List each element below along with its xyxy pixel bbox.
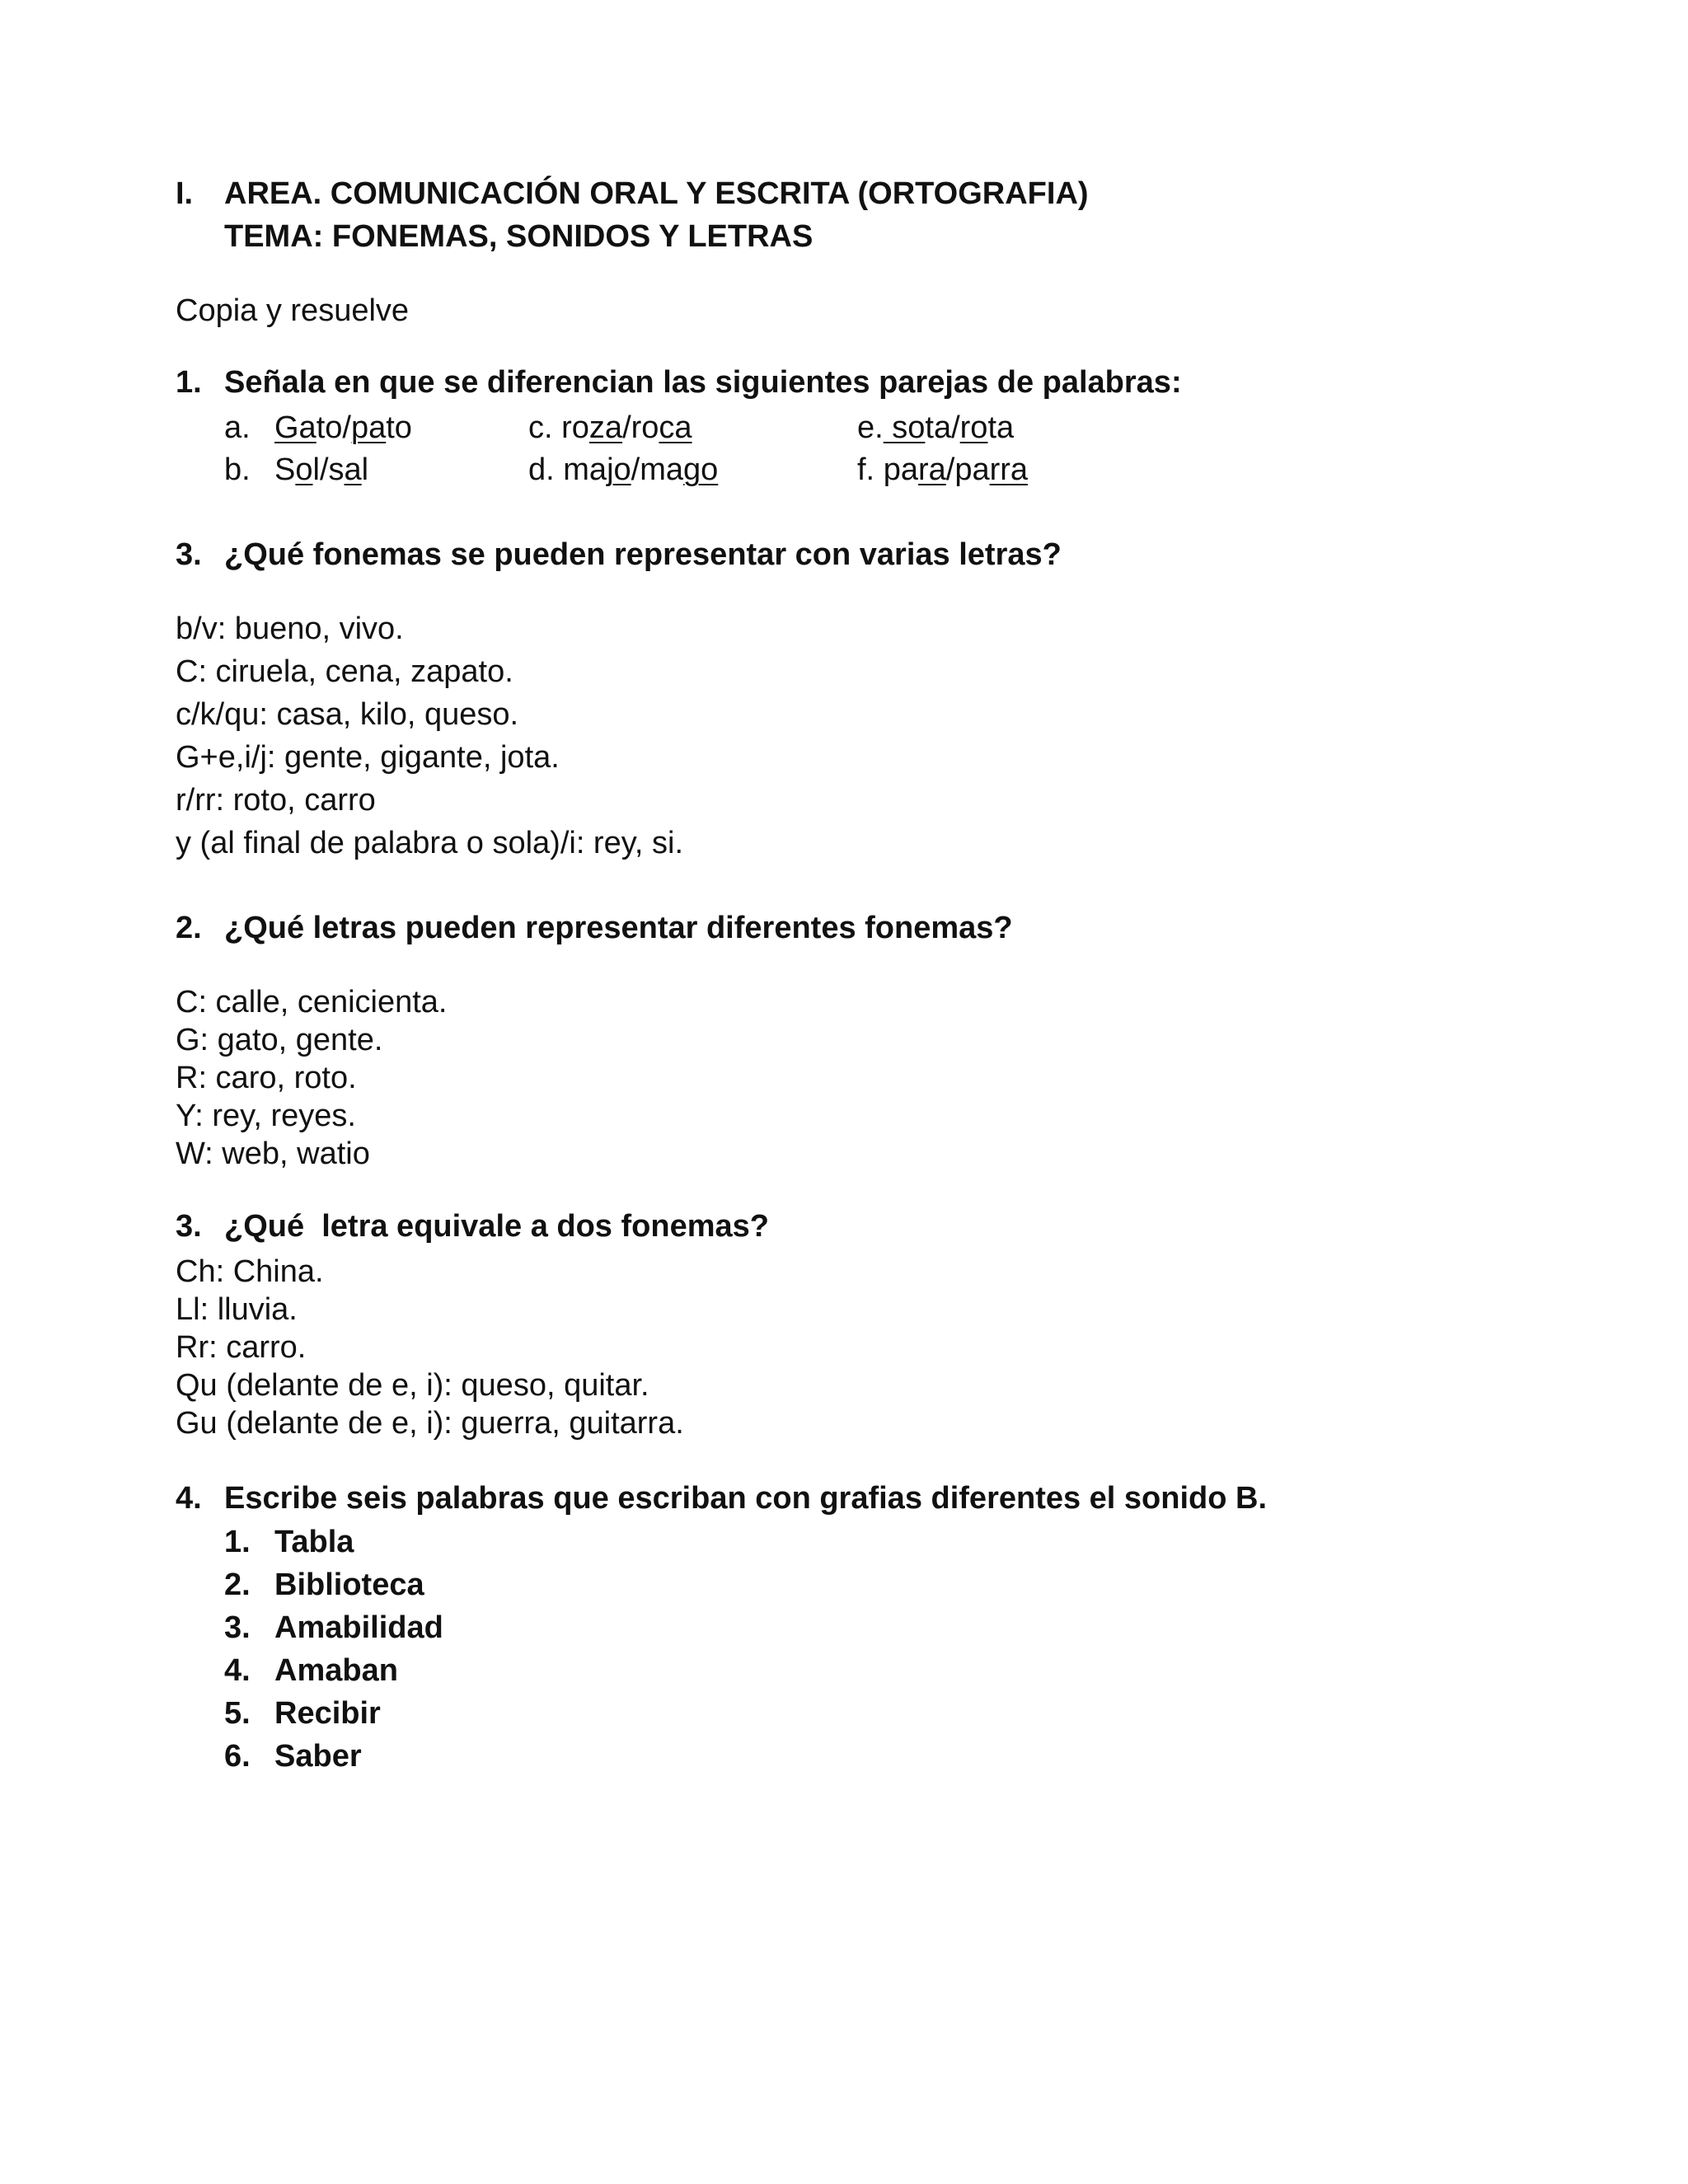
pair-b-words: Sol/sal — [274, 452, 369, 487]
q4-number: 4. — [176, 1481, 202, 1516]
q3b-answer-line: Ch: China. — [176, 1254, 324, 1289]
intro-instruction: Copia y resuelve — [176, 293, 410, 328]
pair-d: d. majo/mago — [528, 452, 719, 487]
q4-item-word: Saber — [274, 1739, 362, 1774]
q2-answer-line: C: calle, cenicienta. — [176, 985, 448, 1019]
q4-item-number: 1. — [224, 1525, 251, 1559]
q4-item-word: Tabla — [274, 1525, 354, 1559]
section-roman-numeral: I. — [176, 176, 194, 211]
q3b-answer-line: Qu (delante de e, i): queso, quitar. — [176, 1368, 649, 1403]
q3a-answer-line: C: ciruela, cena, zapato. — [176, 654, 513, 689]
pair-a-words: Gato/pato — [274, 410, 412, 445]
q3b-title: ¿Qué letra equivale a dos fonemas? — [224, 1209, 769, 1244]
q2-answer-line: W: web, watio — [176, 1137, 370, 1171]
q4-item-number: 6. — [224, 1739, 251, 1774]
pair-a-letter: a. — [224, 410, 251, 445]
q4-item-word: Biblioteca — [274, 1568, 424, 1602]
q3a-answer-line: c/k/qu: casa, kilo, queso. — [176, 697, 519, 732]
q2-answer-line: R: caro, roto. — [176, 1061, 357, 1095]
q1-number: 1. — [176, 365, 202, 400]
q3a-title: ¿Qué fonemas se pueden representar con varias letras? — [224, 537, 1062, 572]
q3b-answer-line: Ll: lluvia. — [176, 1292, 298, 1327]
q3b-answer-line: Gu (delante de e, i): guerra, guitarra. — [176, 1406, 684, 1441]
q4-item-number: 5. — [224, 1696, 251, 1731]
area-heading: AREA. COMUNICACIÓN ORAL Y ESCRITA (ORTOGRAFIA) — [224, 176, 1089, 211]
q4-item-word: Recibir — [274, 1696, 381, 1731]
q4-item-word: Amabilidad — [274, 1610, 443, 1645]
pair-f: f. para/parra — [857, 452, 1029, 487]
q4-title: Escribe seis palabras que escriban con grafias diferentes el sonido B. — [224, 1481, 1268, 1516]
q3a-answer-line: y (al final de palabra o sola)/i: rey, si. — [176, 826, 684, 860]
q4-item-word: Amaban — [274, 1653, 398, 1688]
q3a-answer-line: r/rr: roto, carro — [176, 783, 376, 818]
pair-e: e. sota/rota — [857, 410, 1015, 445]
q3a-answer-line: G+e,i/j: gente, gigante, jota. — [176, 740, 560, 775]
q3b-answer-line: Rr: carro. — [176, 1330, 307, 1365]
q1-title: Señala en que se diferencian las siguientes parejas de palabras: — [224, 365, 1182, 400]
q4-item-number: 3. — [224, 1610, 251, 1645]
q3a-answer-line: b/v: bueno, vivo. — [176, 612, 404, 646]
q2-answer-line: Y: rey, reyes. — [176, 1099, 356, 1133]
pair-b-letter: b. — [224, 452, 251, 487]
pair-c: c. roza/roca — [528, 410, 692, 445]
tema-heading: TEMA: FONEMAS, SONIDOS Y LETRAS — [224, 219, 814, 254]
q3b-number: 3. — [176, 1209, 202, 1244]
q3a-number: 3. — [176, 537, 202, 572]
q4-item-number: 2. — [224, 1568, 251, 1602]
q2-number: 2. — [176, 911, 202, 945]
q2-answer-line: G: gato, gente. — [176, 1023, 383, 1057]
q2-title: ¿Qué letras pueden representar diferentes fonemas? — [224, 911, 1013, 945]
q4-item-number: 4. — [224, 1653, 251, 1688]
